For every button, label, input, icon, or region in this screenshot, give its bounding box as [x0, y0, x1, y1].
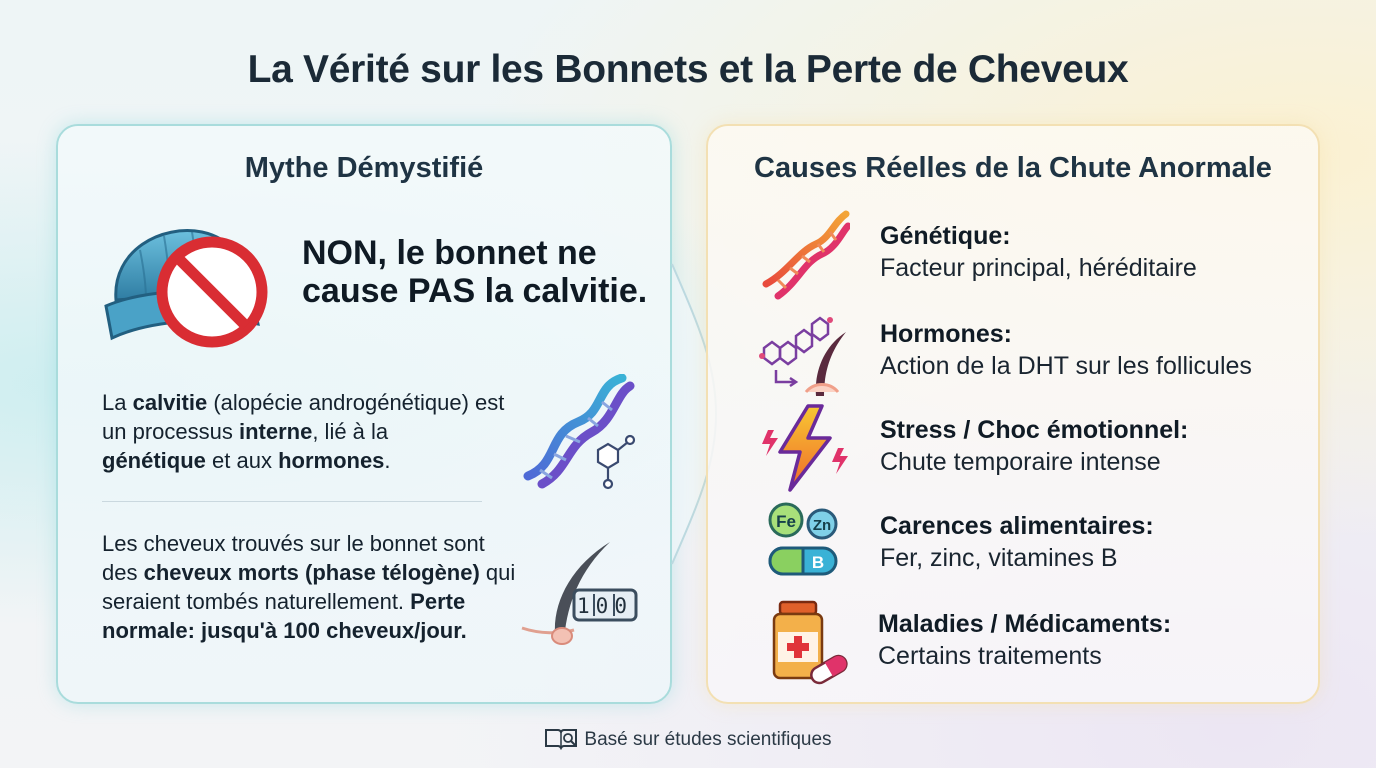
cause-hormones — [758, 306, 1298, 396]
zinc-label: Zn — [812, 517, 832, 534]
cause-title: Carences alimentaires: — [880, 512, 1154, 540]
claim-line-2: cause PAS la calvitie. — [302, 272, 648, 310]
cause-description: Fer, zinc, vitamines B — [880, 544, 1118, 572]
cause-description: Certains traitements — [878, 642, 1102, 670]
beanie-banned-icon — [102, 220, 282, 350]
medicine-icon — [758, 596, 850, 688]
footer-text: Basé sur études scientifiques — [584, 729, 832, 750]
hair-counter-value: 100 — [577, 594, 633, 618]
section-divider — [102, 501, 482, 502]
cause-title: Hormones: — [880, 320, 1012, 348]
claim-line-1: NON, le bonnet ne — [302, 234, 597, 272]
cause-description: Facteur principal, héréditaire — [880, 254, 1197, 282]
calvitie-explanation: La calvitie (alopécie androgénétique) est un processus interne, lié à la génétique et aux hormones. — [102, 390, 505, 473]
cause-carences — [758, 498, 1298, 588]
iron-label: Fe — [776, 512, 796, 531]
dna-molecule-icon — [518, 374, 638, 494]
hormone-molecule-icon — [758, 306, 850, 398]
cause-stress — [758, 402, 1298, 492]
cause-title: Génétique: — [880, 222, 1011, 250]
cause-genetique — [758, 208, 1298, 298]
cause-description: Chute temporaire intense — [880, 448, 1161, 476]
dna-icon — [758, 208, 850, 300]
page-title: La Vérité sur les Bonnets et la Perte de Cheveux — [247, 48, 1129, 91]
cause-description: Action de la DHT sur les follicules — [880, 352, 1252, 380]
hair-follicle-counter-icon — [520, 538, 642, 648]
cause-title: Stress / Choc émotionnel: — [880, 416, 1189, 444]
main-claim — [302, 234, 672, 310]
cause-maladies — [758, 596, 1298, 686]
dead-hair-explanation: Les cheveux trouvés sur le bonnet sont des cheveux morts (phase télogène) qui seraient tombés naturellement. Perte normale: jusqu'à 100 cheveux/jour. — [102, 531, 516, 643]
myth-panel — [56, 124, 672, 704]
vitamin-b-label: B — [811, 553, 825, 572]
cause-title: Maladies / Médicaments: — [878, 610, 1172, 638]
lightning-icon — [758, 402, 850, 494]
causes-panel-heading: Causes Réelles de la Chute Anormale — [754, 152, 1272, 184]
nutrients-icon — [758, 498, 850, 590]
causes-panel — [706, 124, 1320, 704]
footer — [0, 726, 1376, 751]
book-search-icon — [544, 726, 578, 750]
myth-panel-heading: Mythe Démystifié — [244, 152, 484, 184]
